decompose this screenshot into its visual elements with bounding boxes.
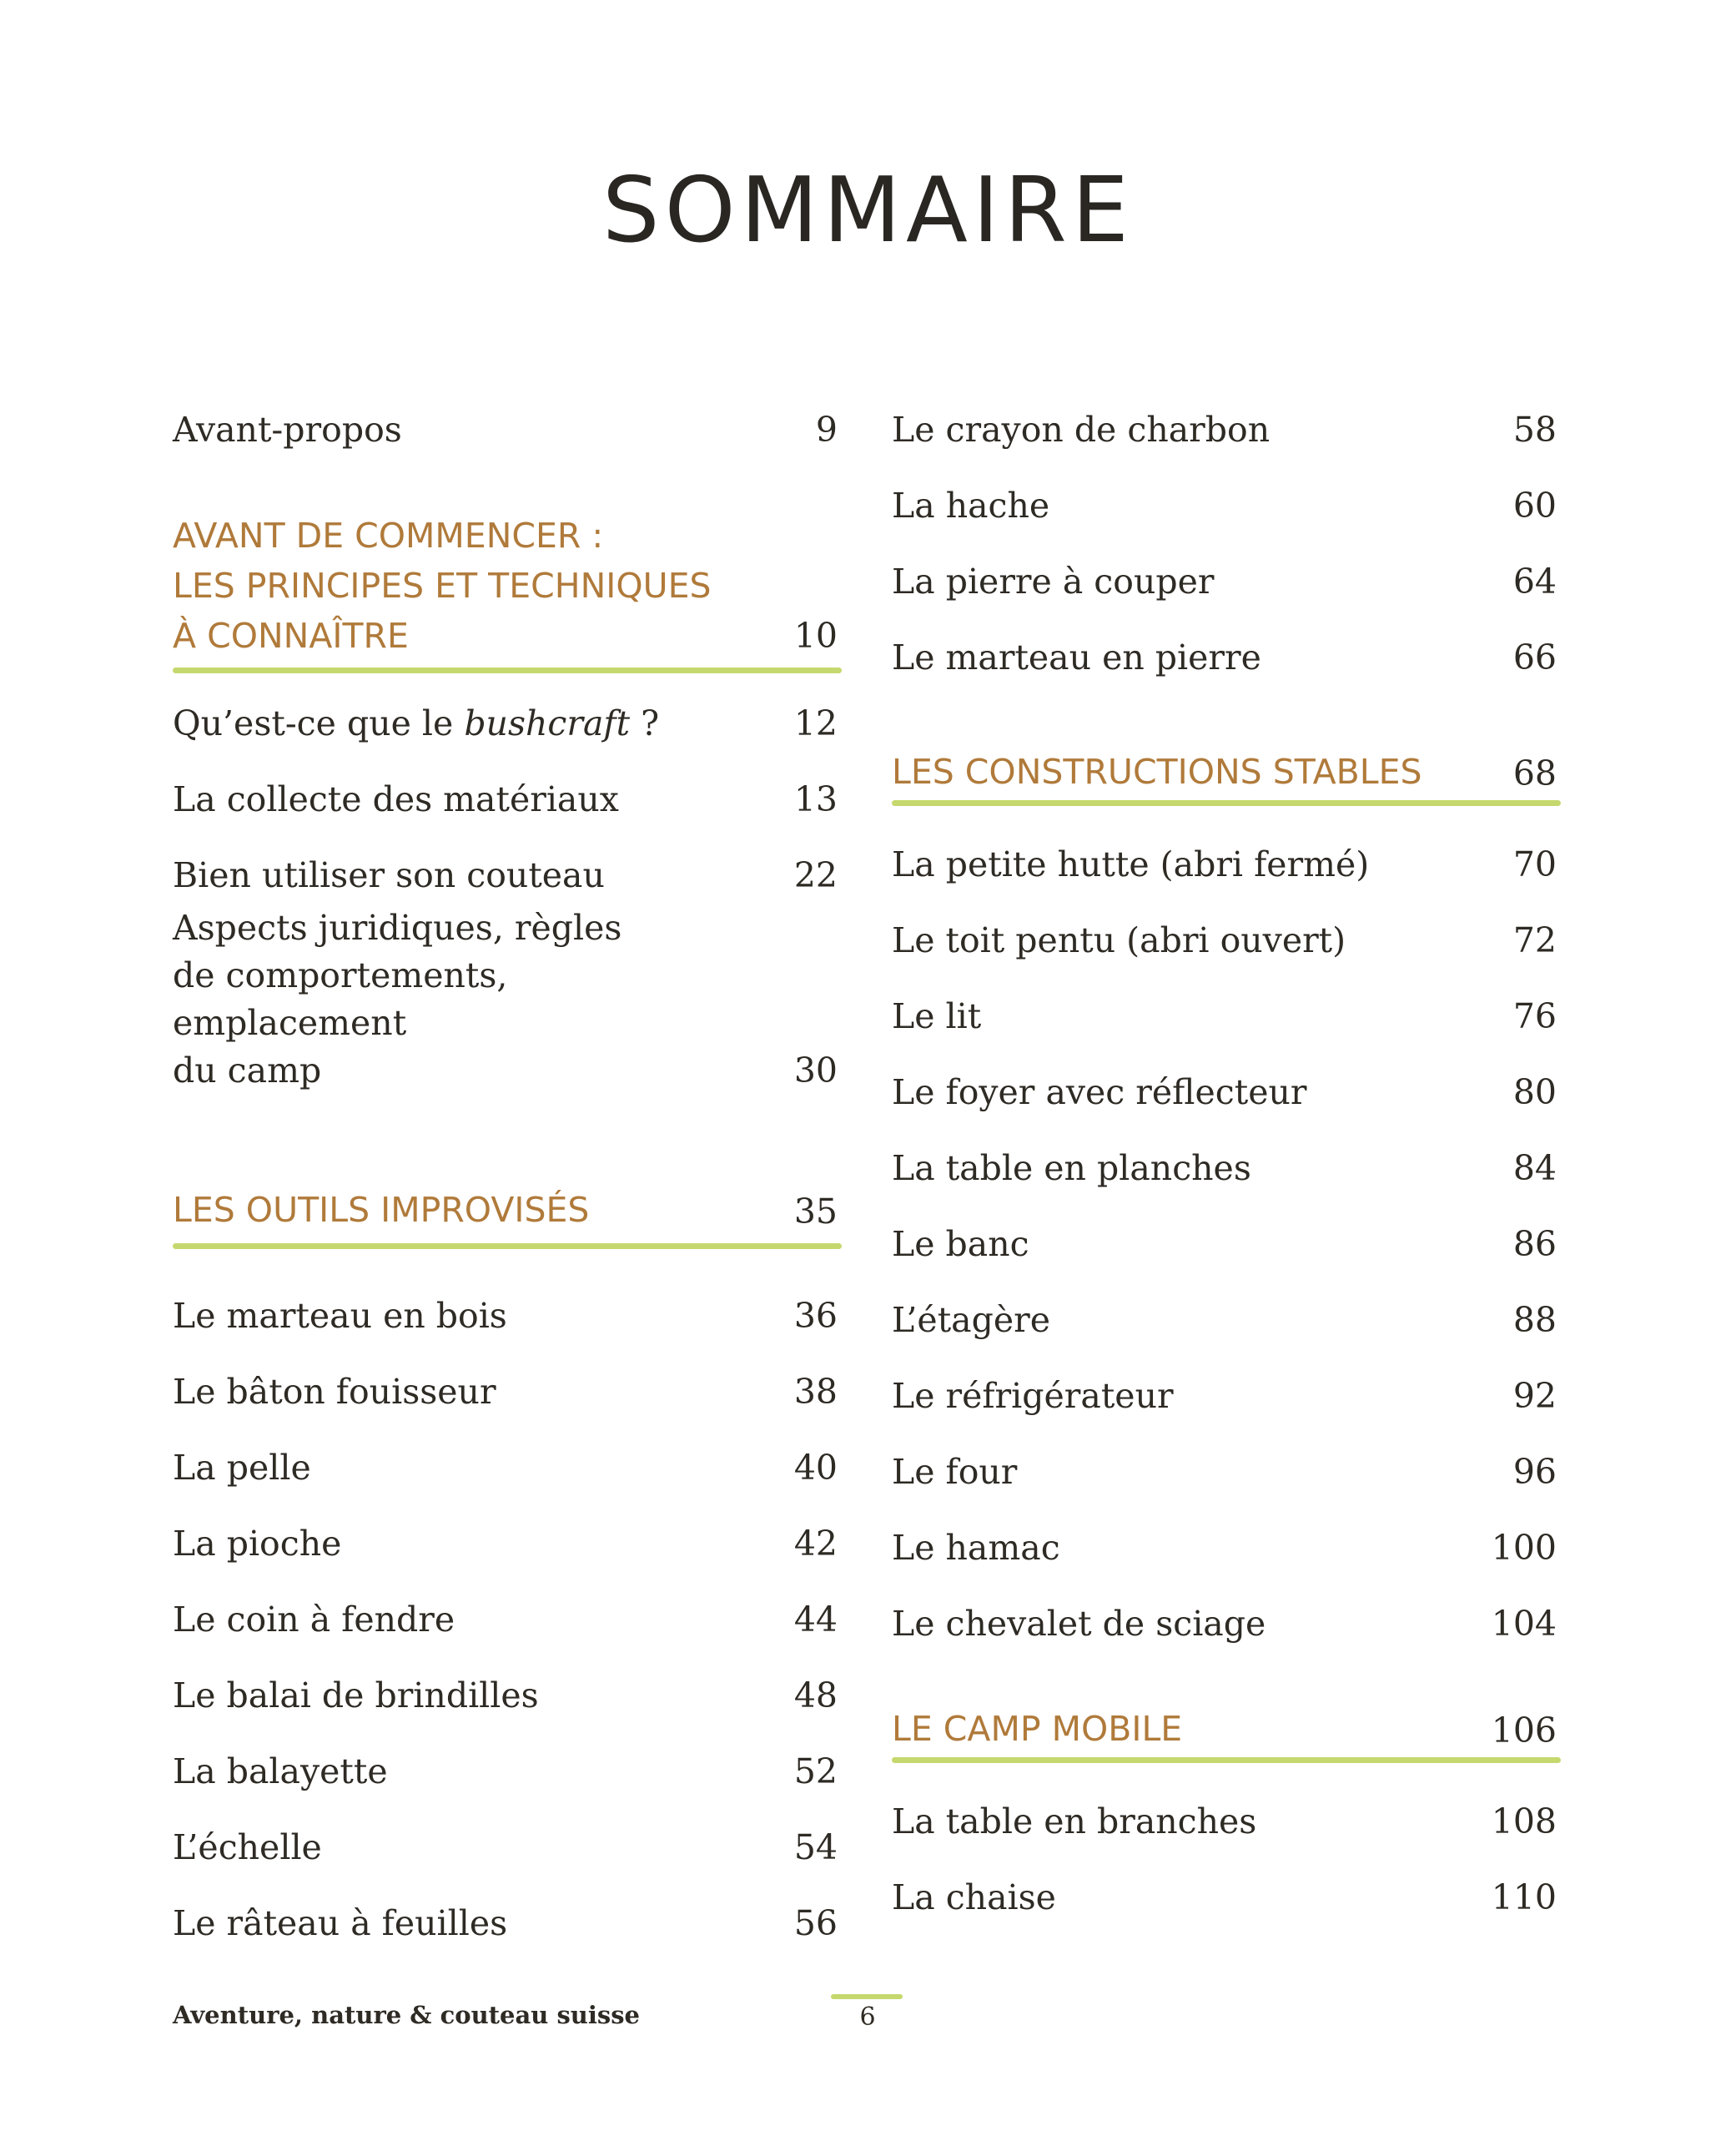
section-underline [173, 1243, 842, 1249]
toc-entry-label: Le hamac [892, 1528, 1060, 1568]
toc-entry-label: La pierre à couper [892, 562, 1215, 602]
footer-page-number: 6 [859, 2002, 876, 2032]
toc-section-avant-de-commencer [173, 392, 840, 686]
toc-entry-label: Avant-propos [173, 410, 402, 450]
toc-right-column [892, 392, 1559, 1936]
toc-entry-page: 13 [793, 779, 838, 819]
toc-entry-page: 12 [793, 703, 838, 743]
toc-entry[interactable] [892, 1207, 1559, 1282]
toc-entry[interactable] [892, 544, 1559, 620]
toc-entry-label: Le banc [892, 1224, 1029, 1264]
toc-entry-label-emphasis: bushcraft [464, 703, 631, 743]
toc-entry-page: 48 [793, 1675, 838, 1715]
toc-entry-label: Le râteau à feuilles [173, 1903, 508, 1943]
toc-entry-page: 64 [1512, 562, 1557, 602]
toc-entry-list [892, 1784, 1559, 1936]
toc-entry-label-line: du camp [173, 1050, 322, 1091]
toc-entry-label: Le bâton fouisseur [173, 1372, 496, 1412]
section-heading-page: 68 [1512, 753, 1557, 793]
footer-book-title: Aventure, nature & couteau suisse [173, 2001, 641, 2029]
toc-entry-label: L’échelle [173, 1827, 322, 1867]
toc-entry-page: 88 [1512, 1300, 1557, 1340]
toc-entry-page: 38 [793, 1372, 838, 1412]
toc-entry-page: 92 [1512, 1376, 1557, 1416]
toc-entry-label: La balayette [173, 1751, 388, 1791]
toc-entry-page: 40 [793, 1448, 838, 1488]
section-heading-label [173, 511, 757, 661]
toc-entry-label: Le coin à fendre [173, 1599, 455, 1640]
toc-left-column [173, 392, 840, 1962]
toc-entry-page: 72 [1512, 920, 1557, 960]
toc-entry-page: 54 [793, 1827, 838, 1867]
toc-entry[interactable] [892, 1434, 1559, 1510]
toc-section-heading[interactable] [892, 747, 1559, 827]
section-heading-label: LE CAMP MOBILE [892, 1709, 1183, 1749]
page-title: SOMMAIRE [602, 159, 1134, 263]
section-heading-line: AVANT DE COMMENCER : [173, 516, 604, 556]
toc-section-heading[interactable] [892, 1704, 1559, 1784]
toc-entry-label: La table en planches [892, 1148, 1251, 1188]
toc-entry[interactable] [173, 1886, 840, 1962]
toc-entry-page: 44 [793, 1599, 838, 1640]
toc-entry-label: Le crayon de charbon [892, 410, 1271, 450]
toc-entry[interactable] [173, 1658, 840, 1734]
section-heading-label: LES CONSTRUCTIONS STABLES [892, 752, 1422, 792]
toc-entry-page: 104 [1491, 1604, 1557, 1644]
footer-underline [831, 1994, 903, 1999]
toc-entry-list [892, 392, 1559, 696]
toc-entry[interactable] [892, 827, 1559, 903]
toc-entry[interactable] [892, 620, 1559, 696]
toc-entry-page: 110 [1491, 1877, 1557, 1917]
section-heading-line: À CONNAÎTRE [173, 616, 409, 656]
toc-entry[interactable] [892, 1860, 1559, 1936]
toc-entry-label-line: de comportements, emplacement [173, 955, 508, 1043]
toc-entry-page: 108 [1491, 1801, 1557, 1841]
toc-entry-label-line: Aspects juridiques, règles [173, 908, 622, 948]
toc-entry[interactable] [892, 392, 1559, 468]
toc-entry-page: 56 [793, 1903, 838, 1943]
toc-entry-label: Qu’est-ce que le bushcraft ? [173, 703, 660, 743]
toc-entry-label: Le marteau en bois [173, 1296, 507, 1336]
toc-section-heading[interactable] [173, 392, 840, 656]
toc-entry-label: La petite hutte (abri fermé) [892, 844, 1370, 884]
toc-entry[interactable] [173, 1734, 840, 1810]
toc-entry[interactable] [892, 1282, 1559, 1358]
toc-entry-label: Le chevalet de sciage [892, 1604, 1266, 1644]
toc-entry-page: 100 [1491, 1528, 1557, 1568]
section-heading-page: 35 [793, 1191, 838, 1232]
toc-entry-page: 66 [1512, 637, 1557, 678]
toc-entry-list [173, 1278, 840, 1962]
toc-entry[interactable] [892, 1055, 1559, 1131]
toc-entry[interactable] [173, 1278, 840, 1354]
toc-entry[interactable] [892, 1784, 1559, 1860]
toc-entry[interactable] [173, 901, 840, 1120]
toc-entry-label: L’étagère [892, 1300, 1050, 1340]
toc-entry-list [892, 827, 1559, 1662]
toc-entry[interactable] [173, 838, 840, 901]
toc-entry[interactable] [173, 762, 840, 838]
toc-entry[interactable] [892, 1358, 1559, 1434]
toc-entry-label: Le lit [892, 996, 982, 1036]
toc-entry-page: 36 [793, 1296, 838, 1336]
toc-entry-label: La chaise [892, 1877, 1056, 1917]
toc-entry-label: La pelle [173, 1448, 311, 1488]
toc-entry-label: La collecte des matériaux [173, 779, 619, 819]
toc-entry[interactable] [892, 1586, 1559, 1662]
toc-entry-page: 52 [793, 1751, 838, 1791]
toc-entry-page: 76 [1512, 996, 1557, 1036]
section-underline [892, 1757, 1561, 1763]
toc-entry[interactable] [892, 468, 1559, 544]
toc-entry-page: 84 [1512, 1148, 1557, 1188]
toc-entry-label: Bien utiliser son couteau [173, 855, 605, 895]
toc-entry[interactable] [892, 903, 1559, 979]
toc-entry-label: La hache [892, 486, 1050, 526]
toc-entry-label: La table en branches [892, 1801, 1257, 1841]
section-heading-label: LES OUTILS IMPROVISÉS [173, 1190, 590, 1230]
toc-entry-page: 86 [1512, 1224, 1557, 1264]
toc-entry[interactable] [892, 979, 1559, 1055]
toc-entry[interactable] [173, 1430, 840, 1506]
section-underline [892, 800, 1561, 806]
toc-entry[interactable] [173, 686, 840, 762]
toc-entry-label: Le toit pentu (abri ouvert) [892, 920, 1346, 960]
section-underline [173, 668, 842, 673]
section-heading-page: 10 [793, 616, 838, 656]
toc-entry-page: 96 [1512, 1452, 1557, 1492]
toc-entry-page: 80 [1512, 1072, 1557, 1112]
toc-entry-page: 70 [1512, 844, 1557, 884]
toc-entry-page: 42 [793, 1524, 838, 1564]
toc-entry-label: Le balai de brindilles [173, 1675, 539, 1715]
toc-entry-page: 22 [793, 855, 838, 895]
toc-entry-label: Le four [892, 1452, 1018, 1492]
toc-entry-page: 60 [1512, 486, 1557, 526]
toc-entry-label: Le réfrigérateur [892, 1376, 1174, 1416]
toc-entry-page: 9 [815, 410, 838, 450]
toc-entry[interactable] [892, 1510, 1559, 1586]
toc-entry[interactable] [173, 1810, 840, 1886]
toc-entry-label: Le marteau en pierre [892, 637, 1261, 678]
toc-entry-page: 30 [793, 1050, 838, 1091]
toc-entry-label [173, 904, 740, 1095]
toc-entry[interactable] [173, 1506, 840, 1582]
toc-entry[interactable] [173, 1354, 840, 1430]
toc-entry[interactable] [173, 1582, 840, 1658]
section-heading-page: 106 [1491, 1710, 1557, 1751]
toc-entry[interactable] [892, 1131, 1559, 1207]
toc-entry-page: 58 [1512, 410, 1557, 450]
toc-entry-label: Le foyer avec réflecteur [892, 1072, 1307, 1112]
section-heading-line: LES PRINCIPES ET TECHNIQUES [173, 566, 712, 606]
toc-section-heading[interactable] [173, 1185, 840, 1278]
toc-entry-label: La pioche [173, 1524, 342, 1564]
